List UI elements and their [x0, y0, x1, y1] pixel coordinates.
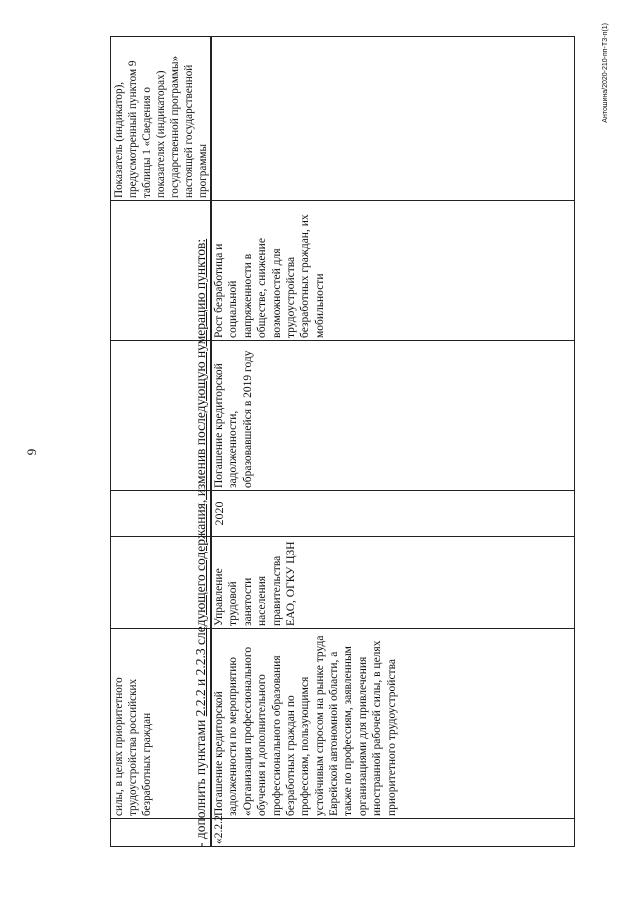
cell-year: 2020 — [211, 491, 575, 537]
table-row — [211, 37, 575, 847]
cell-indicator: Показатель (индикатор), предусмотренный пунктом 9 таблицы 1 «Сведения о показателях (индикаторах) государственной программы» настоящей государственной программы — [111, 37, 212, 201]
section-text-underlined: 2.2.2 и 2.2.3 следующего содержания, изменив последующую нумерацию пунктов: — [193, 238, 208, 717]
cell-indicator — [211, 37, 575, 201]
cell-activity: силы, в целях приоритетного трудоустройства российских безработных граждан — [111, 629, 212, 819]
cell-number: «2.2.2 — [211, 819, 575, 847]
section-dash: - — [193, 842, 208, 847]
cell-activity: Погашение кредиторской задолженности по мероприятию «Организация профессионального обучения и дополнительного профессионального образования безработных граждан по профессиям, пользующимся устойчивым спросом на рынке труда Еврейской автономной области, а также по профессиям, заявленным организациями для привлечения иностранной рабочей силы, в целях приоритетного трудоустройства — [211, 629, 575, 819]
cell-result: Погашение кредиторской задолженности, образовавшейся в 2019 году — [211, 341, 575, 491]
section-heading — [192, 37, 210, 847]
rotated-page — [20, 17, 620, 887]
page-number: 9 — [24, 448, 39, 456]
cell-consequences: Рост безработица и социальной напряженности в обществе, снижение возможностей для трудоустройства безработных граждан, их мобильности — [211, 201, 575, 341]
new-items-table — [210, 36, 575, 847]
footer-code: Антошина/2020-210-пп-ТЗ-п(1) — [602, 23, 609, 123]
section-text: дополнить пунктами — [193, 719, 208, 840]
cell-executor: Управление трудовой занятости населения правительства ЕАО, ОГКУ ЦЗН — [211, 537, 575, 629]
